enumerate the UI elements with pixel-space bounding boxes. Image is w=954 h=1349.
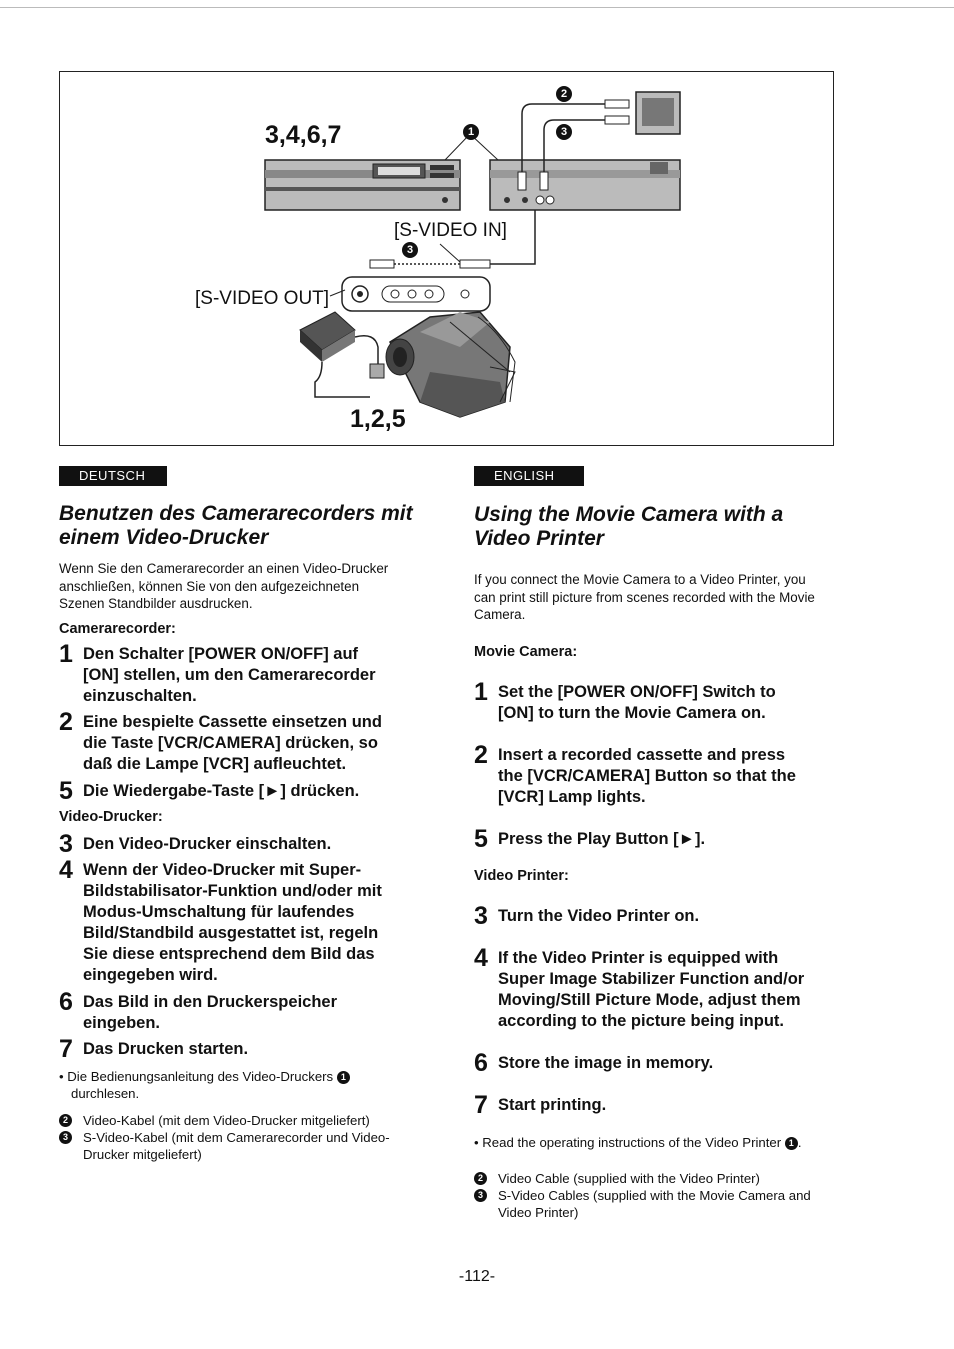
tv-monitor-icon (636, 92, 680, 134)
deutsch-step: 7 Das Drucken starten. (59, 1035, 249, 1063)
top-rule (0, 7, 954, 8)
step-group-label-bottom: 1,2,5 (350, 405, 406, 433)
english-step: 1 Set the [POWER ON/OFF] Switch to [ON] to turn the Movie Camera on. (474, 678, 776, 722)
english-sub-printer: Video Printer: (474, 868, 569, 884)
english-intro: If you connect the Movie Camera to a Video Printer, you can print still picture from scenes recorded with the Movie Camera. (474, 572, 815, 622)
english-sub-camera: Movie Camera: (474, 644, 578, 660)
ac-adaptor-icon (300, 312, 384, 397)
deutsch-step: 6 Das Bild in den Druckerspeicher eingeben. (59, 988, 338, 1032)
deutsch-sub-printer: Video-Drucker: (59, 809, 163, 825)
marker-3-top: 3 (556, 124, 572, 140)
marker-1: 1 (463, 124, 479, 140)
deutsch-title: Benutzen des Camerarecorders mit einem Video-Drucker (59, 502, 413, 549)
deutsch-intro: Wenn Sie den Camerarecorder an einen Video-Drucker anschließen, können Sie von den aufgezeichneten Szenen Standbilder ausdrucken. (59, 561, 389, 611)
deutsch-note: • Die Bedienungsanleitung des Video-Druckers 1 durchlesen. (59, 1068, 419, 1102)
english-column (474, 503, 839, 1223)
marker-2: 2 (556, 86, 572, 102)
camera-jack-panel-icon (342, 277, 490, 311)
english-step: 2 Insert a recorded cassette and press the [VCR/CAMERA] Button so that the [VCR] Lamp lights. (474, 741, 796, 806)
step-group-label-top: 3,4,6,7 (265, 121, 342, 149)
deutsch-step: 2 Eine bespielte Cassette einsetzen und die Taste [VCR/CAMERA] drücken, so daß die Lampe [VCR] aufleuchtet. (59, 708, 382, 773)
english-step: 7 Start printing. (474, 1091, 607, 1119)
video-printer-rear-icon (490, 160, 680, 210)
english-legend-item: 3 S-Video Cables (supplied with the Movie Camera and Video Printer) (474, 1187, 839, 1221)
english-step: 5 Press the Play Button [►]. (474, 825, 706, 853)
deutsch-step: 4 Wenn der Video-Drucker mit Super- Bildstabilisator-Funktion und/oder mit Modus-Umschaltung für laufendes Bild/Standbild ausgestattet ist, regeln Sie diese entsprechend dem Bild das eingegeben wird. (59, 856, 382, 984)
deutsch-badge: DEUTSCH (59, 466, 167, 486)
deutsch-column (59, 502, 424, 1182)
marker-1-inline: 1 (785, 1137, 798, 1150)
english-title: Using the Movie Camera with a Video Printer (474, 503, 784, 550)
deutsch-step: 1 Den Schalter [POWER ON/OFF] auf [ON] stellen, um den Camerarecorder einzuschalten. (59, 640, 376, 705)
movie-camera-icon (386, 312, 515, 417)
english-note: • Read the operating instructions of the Video Printer 1 . (474, 1135, 802, 1150)
diagram-art (60, 72, 832, 444)
deutsch-legend-item: 3 S-Video-Kabel (mit dem Camerarecorder und Video- Drucker mitgeliefert) (59, 1129, 424, 1163)
deutsch-step: 3 Den Video-Drucker einschalten. (59, 830, 332, 858)
svideo-in-label: [S-VIDEO IN] (394, 220, 507, 241)
page-number: -112- (458, 1268, 496, 1285)
deutsch-sub-camera: Camerarecorder: (59, 621, 176, 637)
svideo-out-label: [S-VIDEO OUT] (195, 288, 330, 309)
english-legend-item: 2 Video Cable (supplied with the Video Printer) (474, 1170, 839, 1187)
marker-3-bottom: 3 (402, 242, 418, 258)
english-badge: ENGLISH (474, 466, 584, 486)
video-printer-left-icon (265, 160, 460, 210)
english-step: 6 Store the image in memory. (474, 1049, 714, 1077)
deutsch-step: 5 Die Wiedergabe-Taste [►] drücken. (59, 777, 360, 805)
deutsch-legend-item: 2 Video-Kabel (mit dem Video-Drucker mitgeliefert) (59, 1112, 424, 1129)
english-step: 3 Turn the Video Printer on. (474, 902, 700, 930)
marker-1-inline: 1 (337, 1071, 350, 1084)
connection-diagram (59, 71, 834, 446)
english-step: 4 If the Video Printer is equipped with Super Image Stabilizer Function and/or Moving/Still Picture Mode, adjust them according to the picture being input. (474, 944, 805, 1030)
